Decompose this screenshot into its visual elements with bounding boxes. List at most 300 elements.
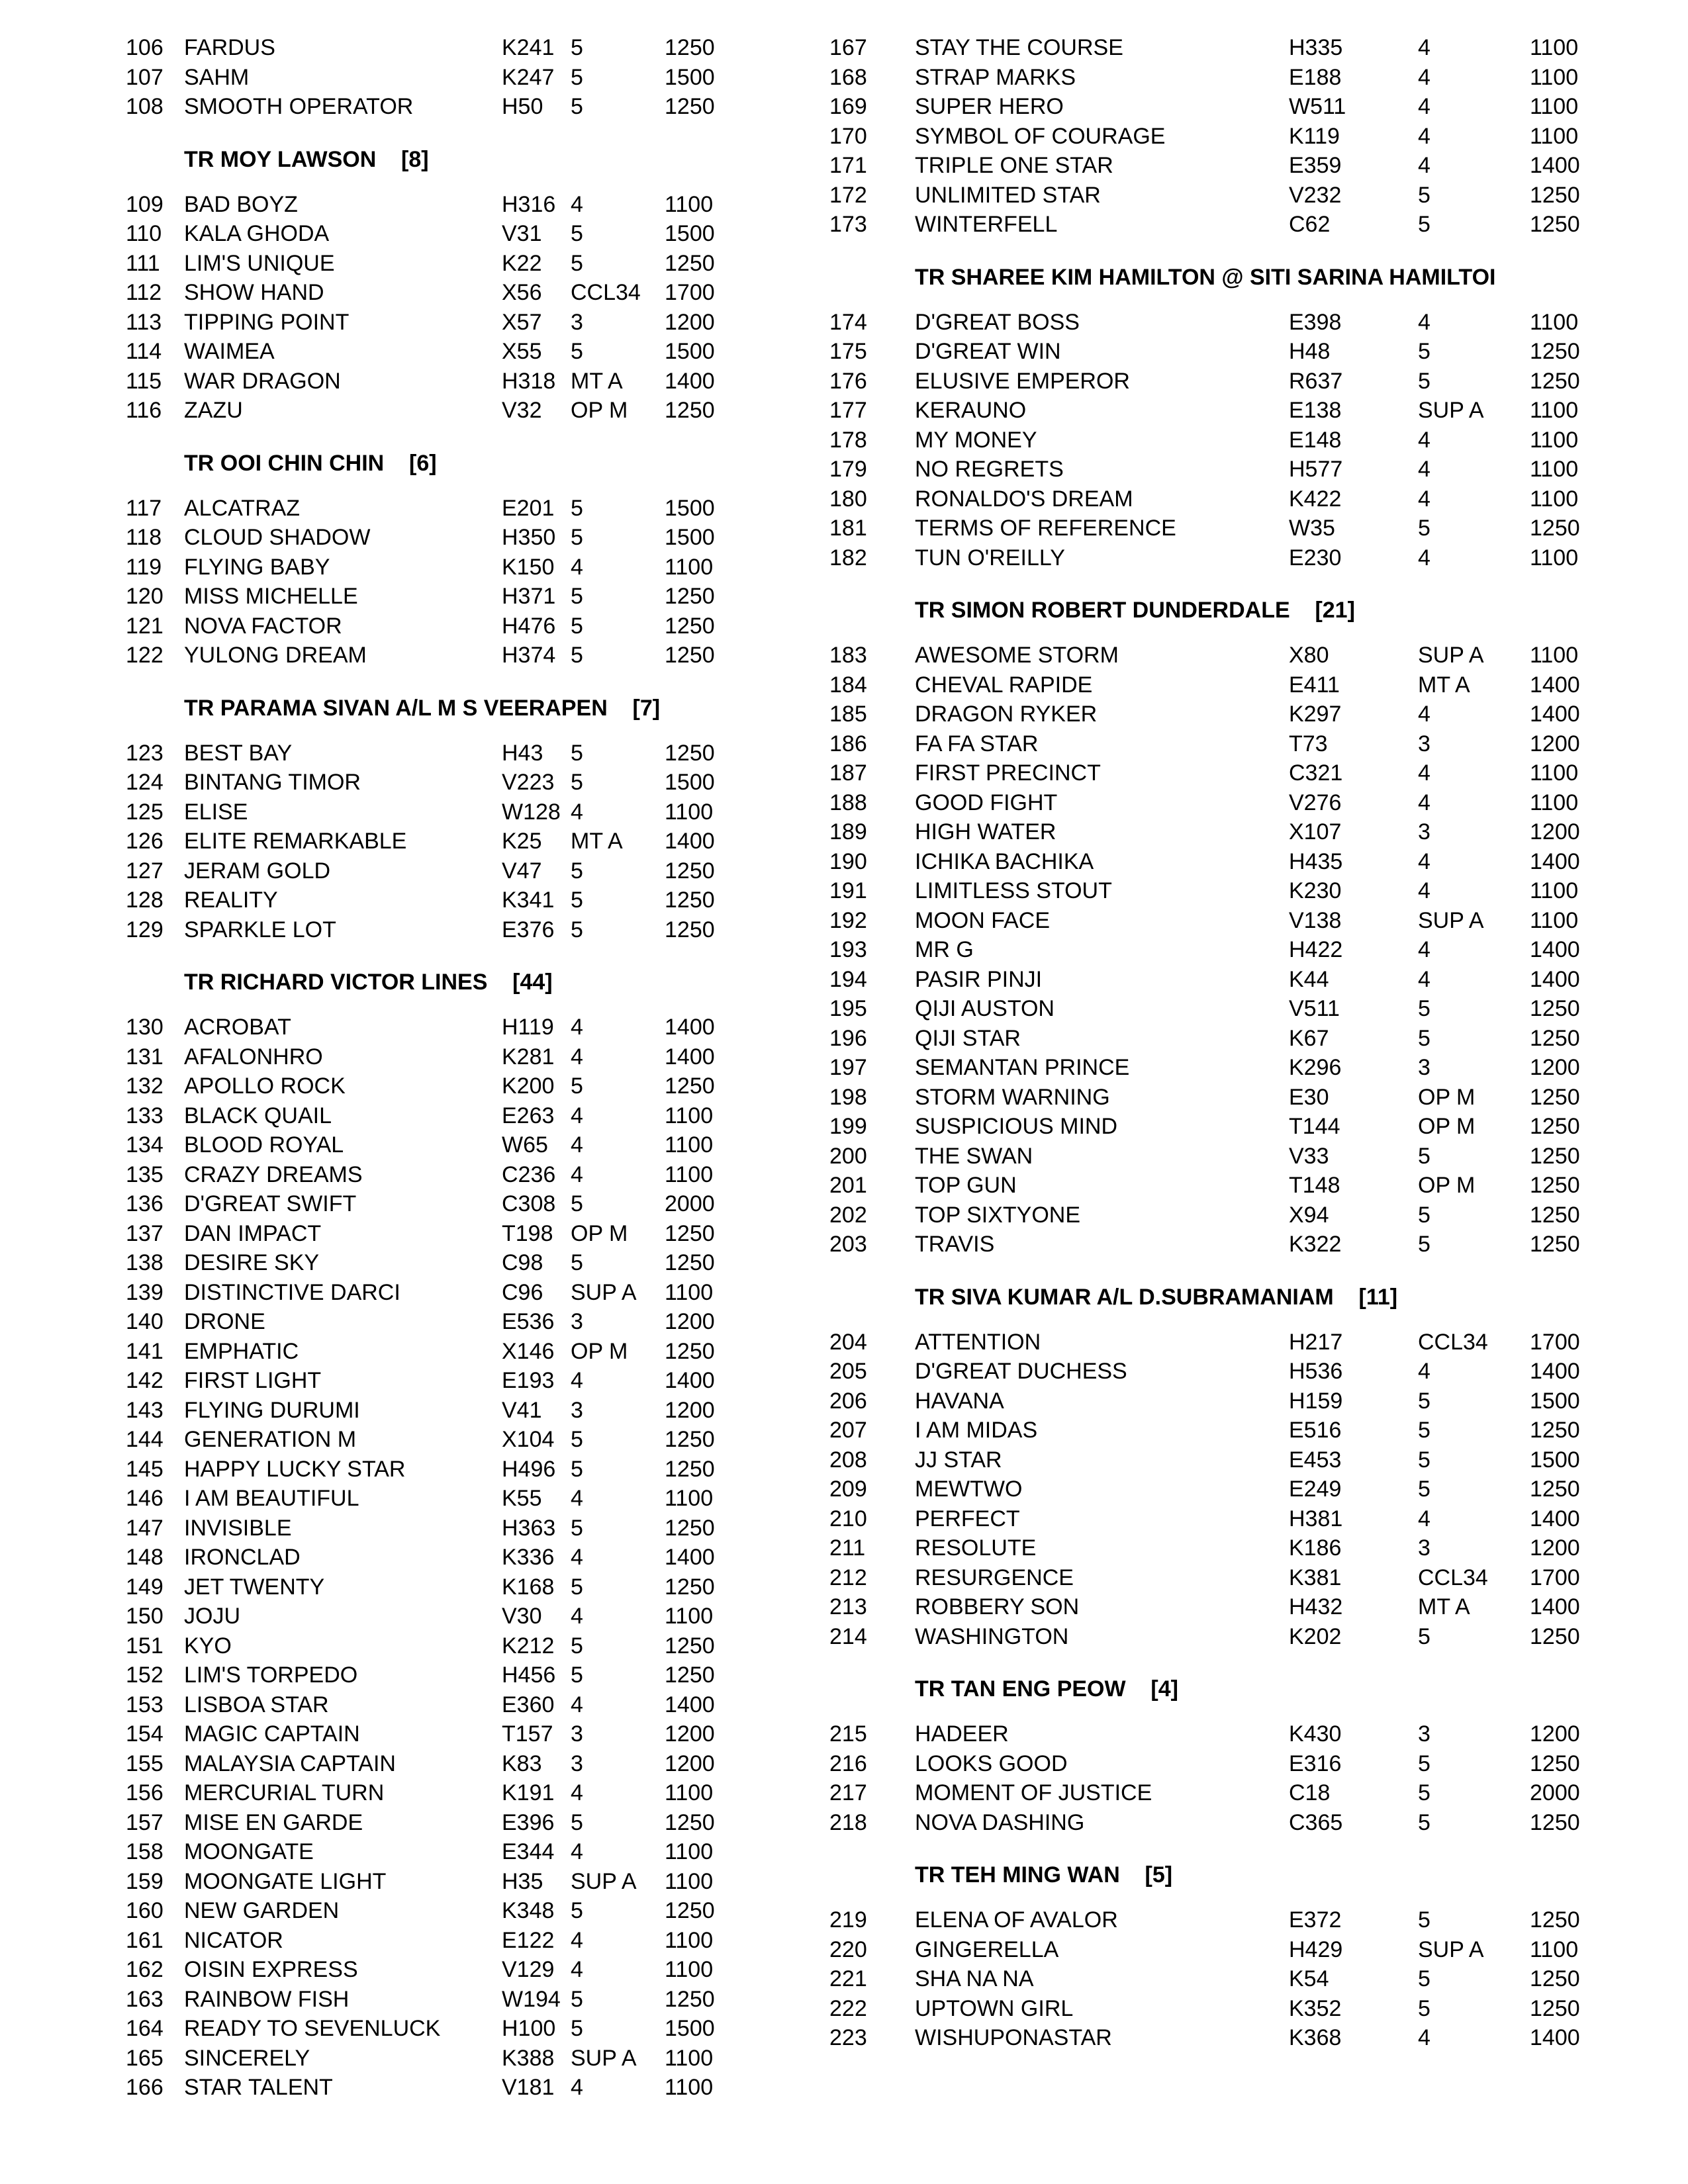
entry-number: 126 <box>126 829 164 854</box>
entry-number: 204 <box>829 1329 867 1355</box>
race-class: SUP A <box>1418 643 1484 668</box>
horse-code: X104 <box>502 1427 555 1452</box>
horse-entry-row <box>811 1328 1605 1357</box>
entry-number: 190 <box>829 848 867 874</box>
horse-name: ATTENTION <box>915 1329 1041 1355</box>
horse-code: K352 <box>1289 1995 1342 2021</box>
entry-number: 169 <box>829 94 867 119</box>
race-distance: 1100 <box>665 1868 714 1894</box>
horse-entry-row <box>811 641 1605 670</box>
entry-number: 221 <box>829 1966 867 1991</box>
horse-name: ALCATRAZ <box>184 495 301 521</box>
horse-code: E122 <box>502 1927 555 1953</box>
race-class: 5 <box>571 1986 583 2012</box>
horse-code: E188 <box>1289 64 1342 90</box>
race-class: 5 <box>1418 1751 1430 1776</box>
horse-code: H456 <box>502 1662 556 1688</box>
trainer-heading: TR PARAMA SIVAN A/L M S VEERAPEN [7] <box>184 695 661 721</box>
race-distance: 1250 <box>665 1574 715 1600</box>
race-class: SUP A <box>571 2045 637 2071</box>
race-class: 5 <box>1418 1202 1430 1228</box>
horse-code: H316 <box>502 191 556 217</box>
race-distance: 1100 <box>1530 545 1579 570</box>
entry-number: 209 <box>829 1477 867 1502</box>
race-distance: 1500 <box>665 770 715 795</box>
race-class: 4 <box>1418 760 1430 786</box>
horse-name: FIRST PRECINCT <box>915 760 1101 786</box>
horse-entry-row <box>811 337 1605 367</box>
horse-entry-row <box>811 1445 1605 1475</box>
race-class: 4 <box>1418 309 1430 335</box>
race-distance: 1100 <box>665 1957 714 1982</box>
horse-code: C321 <box>1289 760 1343 786</box>
race-distance: 1100 <box>665 1780 714 1805</box>
race-class: 5 <box>571 1633 583 1659</box>
race-class: 3 <box>1418 731 1430 756</box>
horse-code: X94 <box>1289 1202 1329 1228</box>
entry-number: 174 <box>829 309 867 335</box>
entry-number: 110 <box>126 221 162 246</box>
horse-code: X57 <box>502 309 542 335</box>
horse-name: MEWTWO <box>915 1477 1023 1502</box>
horse-code: E230 <box>1289 545 1342 570</box>
race-distance: 1250 <box>665 250 715 276</box>
horse-code: V232 <box>1289 182 1342 208</box>
horse-code: V47 <box>502 858 542 884</box>
race-class: 4 <box>1418 702 1430 727</box>
entry-number: 157 <box>126 1809 164 1835</box>
entry-number: 212 <box>829 1565 867 1590</box>
race-class: OP M <box>571 1220 628 1246</box>
horse-code: X146 <box>502 1338 555 1364</box>
horse-name: TRAVIS <box>915 1232 995 1257</box>
horse-code: K422 <box>1289 486 1342 512</box>
horse-code: K150 <box>502 554 555 580</box>
entry-number: 151 <box>126 1633 164 1659</box>
horse-code: K230 <box>1289 878 1342 903</box>
entry-number: 183 <box>829 643 867 668</box>
entry-number: 197 <box>829 1055 867 1080</box>
horse-name: FARDUS <box>184 35 275 60</box>
horse-entry-row <box>811 906 1605 936</box>
entry-number: 130 <box>126 1015 164 1040</box>
horse-code: H381 <box>1289 1506 1343 1531</box>
horse-entry-row <box>126 915 722 945</box>
race-distance: 1250 <box>665 1515 715 1541</box>
horse-name: D'GREAT WIN <box>915 339 1061 364</box>
horse-code: C365 <box>1289 1809 1343 1835</box>
entry-number: 162 <box>126 1957 164 1982</box>
race-class: 4 <box>1418 2025 1430 2050</box>
horse-code: H363 <box>502 1515 556 1541</box>
trainer-heading: TR OOI CHIN CHIN [6] <box>184 450 437 476</box>
horse-name: READY TO SEVENLUCK <box>184 2016 441 2041</box>
horse-entry-row <box>811 1749 1605 1779</box>
horse-code: H217 <box>1289 1329 1343 1355</box>
horse-name: DRAGON RYKER <box>915 702 1098 727</box>
horse-code: E411 <box>1289 672 1340 698</box>
horse-entry-row <box>126 1572 722 1602</box>
race-class: 3 <box>1418 819 1430 844</box>
race-distance: 1500 <box>665 339 715 364</box>
race-class: 4 <box>1418 35 1430 60</box>
horse-name: TUN O'REILLY <box>915 545 1065 570</box>
horse-name: RONALDO'S DREAM <box>915 486 1133 512</box>
race-class: 3 <box>571 1397 583 1423</box>
race-distance: 1100 <box>665 2075 714 2100</box>
race-distance: 1700 <box>1530 1329 1580 1355</box>
horse-code: K296 <box>1289 1055 1342 1080</box>
race-distance: 1500 <box>1530 1447 1580 1473</box>
race-class: 5 <box>571 64 583 90</box>
race-distance: 1100 <box>665 1927 714 1953</box>
horse-name: FLYING DURUMI <box>184 1397 360 1423</box>
entry-number: 134 <box>126 1132 164 1158</box>
race-class: 3 <box>571 1309 583 1334</box>
horse-name: DRONE <box>184 1309 265 1334</box>
race-distance: 1100 <box>665 2045 714 2071</box>
trainer-heading: TR SIVA KUMAR A/L D.SUBRAMANIAM [11] <box>915 1284 1398 1310</box>
horse-entry-row <box>126 1543 722 1572</box>
entry-number: 168 <box>829 64 867 90</box>
horse-name: TERMS OF REFERENCE <box>915 516 1176 541</box>
horse-entry-row <box>126 768 722 797</box>
horse-code: E30 <box>1289 1084 1329 1110</box>
race-distance: 1100 <box>1530 486 1579 512</box>
race-distance: 1250 <box>1530 1995 1580 2021</box>
race-class: 3 <box>1418 1535 1430 1561</box>
race-class: 5 <box>571 584 583 609</box>
race-class: 4 <box>571 1132 583 1158</box>
entry-number: 171 <box>829 153 867 178</box>
horse-code: W35 <box>1289 516 1335 541</box>
race-class: 5 <box>571 1574 583 1600</box>
entry-number: 195 <box>829 996 867 1021</box>
horse-code: E344 <box>502 1839 555 1864</box>
race-distance: 1250 <box>1530 1623 1580 1649</box>
race-class: OP M <box>1418 1084 1476 1110</box>
race-distance: 1250 <box>1530 996 1580 1021</box>
horse-entry-row <box>811 1592 1605 1622</box>
horse-name: NEW GARDEN <box>184 1898 340 1923</box>
horse-code: K200 <box>502 1073 555 1099</box>
entry-number: 145 <box>126 1456 164 1482</box>
race-class: OP M <box>571 398 628 423</box>
race-class: CCL34 <box>571 280 641 305</box>
horse-name: QIJI STAR <box>915 1025 1021 1051</box>
horse-entry-row <box>811 1994 1605 2024</box>
horse-code: K381 <box>1289 1565 1342 1590</box>
horse-entry-row <box>811 1024 1605 1054</box>
horse-name: STAR TALENT <box>184 2075 333 2100</box>
entry-number: 111 <box>126 250 160 276</box>
entry-number: 201 <box>829 1173 867 1198</box>
horse-code: K119 <box>1289 123 1340 149</box>
race-class: MT A <box>1418 1594 1470 1619</box>
entry-number: 180 <box>829 486 867 512</box>
horse-name: SEMANTAN PRINCE <box>915 1055 1130 1080</box>
horse-entry-row <box>126 856 722 886</box>
horse-code: X56 <box>502 280 542 305</box>
horse-code: E396 <box>502 1809 555 1835</box>
horse-code: E138 <box>1289 398 1342 423</box>
entry-number: 177 <box>829 398 867 423</box>
race-class: SUP A <box>1418 1936 1484 1962</box>
horse-name: PERFECT <box>915 1506 1020 1531</box>
horse-entry-row <box>126 1602 722 1631</box>
horse-entry-row <box>126 1985 722 2015</box>
race-class: 4 <box>571 799 583 825</box>
horse-code: E398 <box>1289 309 1342 335</box>
race-class: 5 <box>571 740 583 766</box>
horse-entry-row <box>811 92 1605 122</box>
horse-code: H577 <box>1289 457 1343 482</box>
horse-name: RESURGENCE <box>915 1565 1074 1590</box>
entry-number: 198 <box>829 1084 867 1110</box>
entry-number: 181 <box>829 516 867 541</box>
race-distance: 1100 <box>1530 309 1579 335</box>
horse-code: K67 <box>1289 1025 1329 1051</box>
race-class: 5 <box>571 339 583 364</box>
horse-name: WASHINGTON <box>915 1623 1069 1649</box>
horse-entry-row <box>126 1896 722 1926</box>
entry-number: 213 <box>829 1594 867 1619</box>
horse-name: LISBOA STAR <box>184 1692 329 1717</box>
horse-entry-row <box>811 396 1605 426</box>
race-distance: 1100 <box>1530 643 1579 668</box>
race-distance: 1250 <box>665 584 715 609</box>
entry-number: 156 <box>126 1780 164 1805</box>
horse-name: BINTANG TIMOR <box>184 770 361 795</box>
race-class: 5 <box>571 1250 583 1275</box>
race-distance: 1100 <box>665 1839 714 1864</box>
race-class: 4 <box>571 1368 583 1393</box>
horse-name: UNLIMITED STAR <box>915 182 1101 208</box>
race-class: 4 <box>571 1839 583 1864</box>
entry-number: 107 <box>126 64 164 90</box>
horse-entry-row <box>126 2073 722 2103</box>
horse-entry-row <box>126 612 722 641</box>
horse-entry-row <box>811 2023 1605 2053</box>
race-class: 5 <box>571 250 583 276</box>
entry-number: 140 <box>126 1309 164 1334</box>
horse-code: K55 <box>502 1486 542 1511</box>
horse-name: GOOD FIGHT <box>915 790 1058 815</box>
race-class: 4 <box>571 2075 583 2100</box>
horse-code: H48 <box>1289 339 1331 364</box>
horse-entry-row <box>126 1425 722 1455</box>
race-class: 4 <box>1418 545 1430 570</box>
race-distance: 1200 <box>665 1751 715 1776</box>
horse-name: BLACK QUAIL <box>184 1103 332 1128</box>
trainer-heading: TR TAN ENG PEOW [4] <box>915 1676 1178 1702</box>
race-class: 5 <box>571 613 583 639</box>
race-class: SUP A <box>1418 398 1484 423</box>
horse-entry-row <box>811 484 1605 514</box>
horse-name: KALA GHODA <box>184 221 330 246</box>
horse-code: W65 <box>502 1132 548 1158</box>
race-class: 4 <box>1418 848 1430 874</box>
horse-code: X107 <box>1289 819 1342 844</box>
entry-number: 158 <box>126 1839 164 1864</box>
horse-name: D'GREAT DUCHESS <box>915 1359 1127 1384</box>
race-class: 5 <box>571 887 583 913</box>
entry-number: 150 <box>126 1604 164 1629</box>
race-class: 5 <box>571 1073 583 1099</box>
horse-entry-row <box>811 514 1605 543</box>
horse-code: V33 <box>1289 1143 1329 1169</box>
horse-entry-row <box>126 33 722 63</box>
horse-entry-row <box>811 1112 1605 1142</box>
horse-code: H432 <box>1289 1594 1343 1619</box>
horse-code: V30 <box>502 1604 542 1629</box>
horse-name: MISS MICHELLE <box>184 584 358 609</box>
horse-entry-row <box>126 641 722 670</box>
horse-entry-row <box>811 1964 1605 1994</box>
horse-entry-row <box>126 1719 722 1749</box>
entry-number: 146 <box>126 1486 164 1511</box>
race-distance: 1100 <box>1530 457 1579 482</box>
race-distance: 1400 <box>1530 672 1580 698</box>
horse-entry-row <box>811 965 1605 995</box>
horse-code: V31 <box>502 221 542 246</box>
horse-entry-row <box>126 308 722 338</box>
race-class: 4 <box>1418 1506 1430 1531</box>
race-distance: 1250 <box>1530 1173 1580 1198</box>
horse-code: C62 <box>1289 212 1331 237</box>
race-class: 4 <box>571 554 583 580</box>
race-distance: 1200 <box>1530 1055 1580 1080</box>
entry-number: 136 <box>126 1191 164 1216</box>
horse-code: H35 <box>502 1868 543 1894</box>
horse-name: UPTOWN GIRL <box>915 1995 1074 2021</box>
entry-number: 205 <box>829 1359 867 1384</box>
entry-number: 159 <box>126 1868 164 1894</box>
race-distance: 1250 <box>1530 182 1580 208</box>
race-class: CCL34 <box>1418 1329 1488 1355</box>
horse-entry-row <box>126 739 722 768</box>
race-distance: 1700 <box>665 280 715 305</box>
horse-code: E359 <box>1289 153 1342 178</box>
race-distance: 1400 <box>1530 1359 1580 1384</box>
horse-code: K22 <box>502 250 542 276</box>
entry-number: 117 <box>126 495 162 521</box>
horse-code: V181 <box>502 2075 555 2100</box>
horse-code: V511 <box>1289 996 1340 1021</box>
entry-number: 139 <box>126 1279 164 1305</box>
race-distance: 1250 <box>1530 1202 1580 1228</box>
race-class: 5 <box>571 94 583 119</box>
race-distance: 1250 <box>665 398 715 423</box>
race-class: 4 <box>571 1545 583 1570</box>
horse-entry-row <box>811 1171 1605 1201</box>
entry-number: 175 <box>829 339 867 364</box>
race-class: 5 <box>1418 1966 1430 1991</box>
horse-name: IRONCLAD <box>184 1545 301 1570</box>
horse-name: MERCURIAL TURN <box>184 1780 385 1805</box>
horse-code: E148 <box>1289 427 1342 453</box>
horse-name: CLOUD SHADOW <box>184 525 371 550</box>
horse-entry-row <box>126 1160 722 1190</box>
entry-number: 120 <box>126 584 164 609</box>
horse-name: SUSPICIOUS MIND <box>915 1114 1118 1139</box>
race-class: 5 <box>571 1456 583 1482</box>
horse-entry-row <box>126 1631 722 1661</box>
entry-number: 147 <box>126 1515 164 1541</box>
race-class: 5 <box>1418 1477 1430 1502</box>
race-class: 3 <box>1418 1721 1430 1747</box>
horse-code: H159 <box>1289 1388 1343 1414</box>
horse-entry-row <box>126 278 722 308</box>
trainer-heading: TR SIMON ROBERT DUNDERDALE [21] <box>915 598 1355 623</box>
entry-number: 214 <box>829 1623 867 1649</box>
entry-number: 133 <box>126 1103 164 1128</box>
race-distance: 1250 <box>665 613 715 639</box>
race-distance: 1500 <box>665 525 715 550</box>
entry-number: 144 <box>126 1427 164 1452</box>
race-class: 4 <box>571 1103 583 1128</box>
horse-entry-row <box>811 1719 1605 1749</box>
race-distance: 1100 <box>1530 790 1579 815</box>
horse-entry-row <box>126 249 722 279</box>
horse-name: STORM WARNING <box>915 1084 1110 1110</box>
horse-code: W194 <box>502 1986 561 2012</box>
race-distance: 1250 <box>665 1986 715 2012</box>
race-distance: 1400 <box>665 1044 715 1069</box>
race-distance: 1100 <box>1530 878 1579 903</box>
horse-entry-row <box>811 122 1605 152</box>
entry-number: 186 <box>829 731 867 756</box>
horse-entry-row <box>811 700 1605 729</box>
race-distance: 1250 <box>665 1456 715 1482</box>
race-distance: 1400 <box>1530 937 1580 962</box>
horse-name: WAR DRAGON <box>184 368 341 394</box>
horse-name: JERAM GOLD <box>184 858 331 884</box>
horse-code: V276 <box>1289 790 1342 815</box>
horse-name: YULONG DREAM <box>184 643 367 668</box>
race-class: SUP A <box>571 1279 637 1305</box>
horse-entry-row <box>811 1416 1605 1445</box>
horse-entry-row <box>811 1475 1605 1504</box>
race-distance: 1250 <box>1530 339 1580 364</box>
race-distance: 1250 <box>1530 1114 1580 1139</box>
entry-number: 210 <box>829 1506 867 1531</box>
horse-name: INVISIBLE <box>184 1515 292 1541</box>
horse-code: K247 <box>502 64 555 90</box>
entry-number: 127 <box>126 858 164 884</box>
horse-code: H429 <box>1289 1936 1343 1962</box>
entry-number: 172 <box>829 182 867 208</box>
horse-code: E372 <box>1289 1907 1342 1933</box>
horse-code: K83 <box>502 1751 542 1776</box>
horse-code: H50 <box>502 94 543 119</box>
horse-entry-row <box>811 847 1605 877</box>
trainer-heading: TR SHAREE KIM HAMILTON @ SITI SARINA HAMILTOI <box>915 264 1496 290</box>
horse-name: MR G <box>915 937 974 962</box>
race-class: 4 <box>571 1486 583 1511</box>
entry-number: 216 <box>829 1751 867 1776</box>
entry-number: 199 <box>829 1114 867 1139</box>
race-distance: 1400 <box>1530 848 1580 874</box>
horse-name: ELENA OF AVALOR <box>915 1907 1118 1933</box>
horse-entry-row <box>811 181 1605 210</box>
horse-entry-row <box>126 1808 722 1838</box>
horse-entry-row <box>811 1083 1605 1113</box>
horse-code: K241 <box>502 35 555 60</box>
horse-entry-row <box>126 190 722 220</box>
horse-entry-row <box>811 426 1605 455</box>
race-distance: 1200 <box>1530 1721 1580 1747</box>
